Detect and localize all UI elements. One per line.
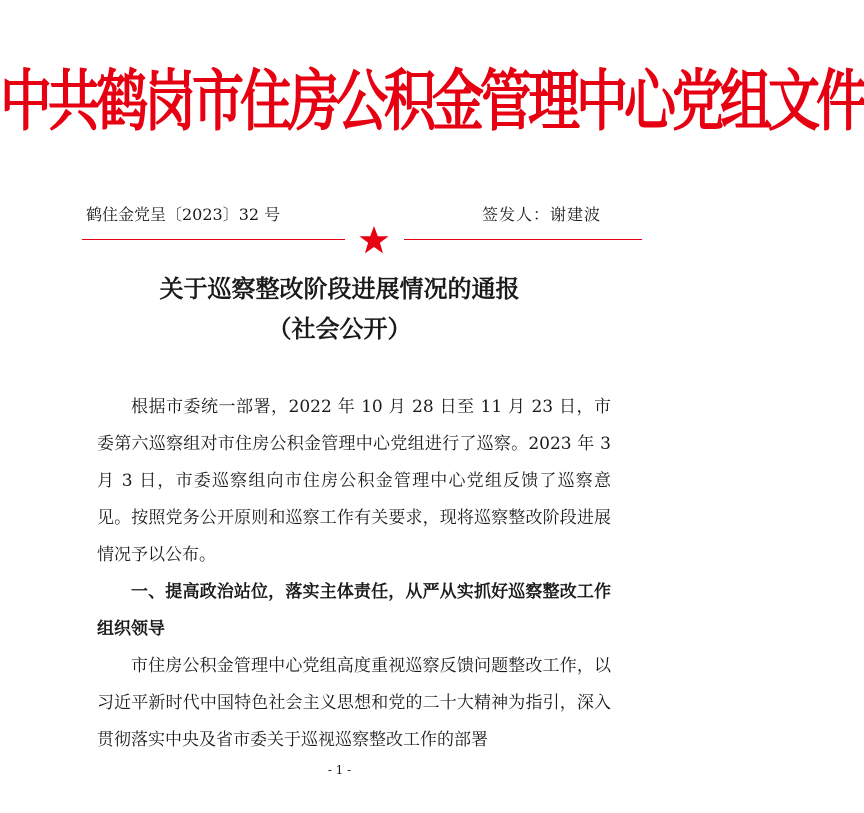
document-body xyxy=(97,389,611,759)
red-rule-right xyxy=(404,239,642,240)
page-number: - 1 - xyxy=(327,763,352,777)
paragraph-intro: 根据市委统一部署，2022 年 10 月 28 日至 11 月 23 日，市委第六巡察组对市住房公积金管理中心党组进行了巡察。2023 年 3 月 3 日，市委巡察组向市住房公积金管理中心党组反馈了巡察意见。按照党务公开原则和巡察工作有关要求，现将巡察整改阶段进展情况予以公布。 xyxy=(97,397,611,565)
document-number: 鹤住金党呈〔2023〕32 号 xyxy=(86,205,281,224)
document-subtitle: （社会公开） xyxy=(267,314,412,343)
red-rule-left xyxy=(82,239,345,240)
signer: 签发人：谢建波 xyxy=(481,205,601,224)
document-title: 关于巡察整改阶段进展情况的通报 xyxy=(159,274,520,303)
masthead-title: 中共鹤岗市住房公积金管理中心党组文件 xyxy=(0,62,864,141)
section-heading-1: 一、提高政治站位，落实主体责任，从严从实抓好巡察整改工作组织领导 xyxy=(97,582,611,639)
red-star-icon xyxy=(358,224,390,256)
paragraph-section-1: 市住房公积金管理中心党组高度重视巡察反馈问题整改工作，以习近平新时代中国特色社会主义思想和党的二十大精神为指引，深入贯彻落实中央及省市委关于巡视巡察整改工作的部署 xyxy=(97,656,611,750)
